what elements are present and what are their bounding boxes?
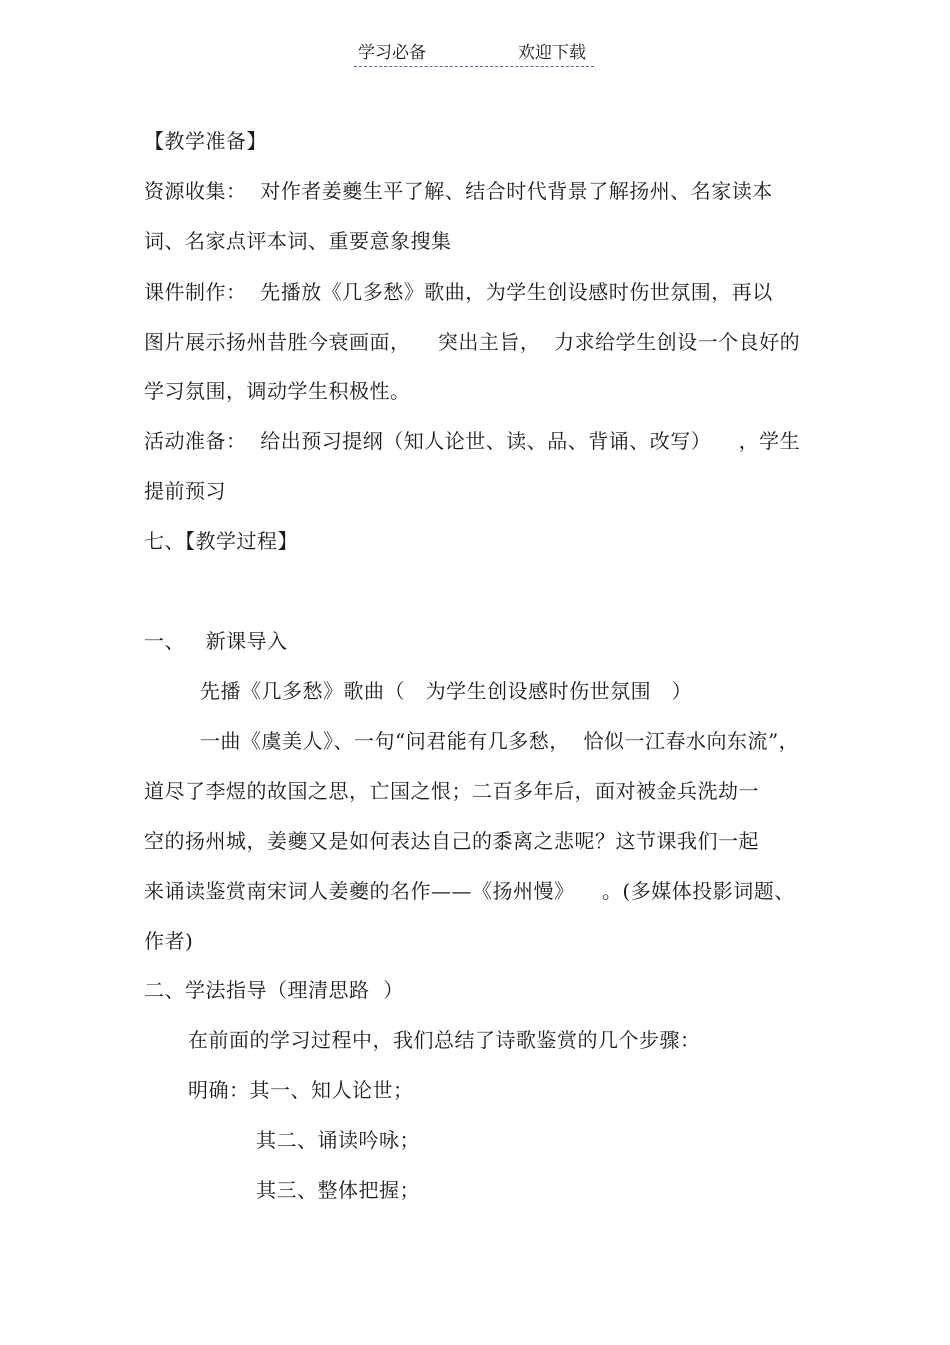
resource-collection-line-2: 词、名家点评本词、重要意象搜集 xyxy=(144,229,452,253)
activity-prep-line-1: 活动准备： 给出预习提纲（知人论世、读、品、背诵、改写） ，学生 xyxy=(144,429,801,453)
section-heading-teaching-process: 七、【教学过程】 xyxy=(144,529,298,553)
subsection-study-method: 二、学法指导（理清思路 ） xyxy=(144,978,404,1002)
activity-prep-line-2: 提前预习 xyxy=(144,479,226,503)
intro-paragraph-line-5: 作者) xyxy=(144,929,194,953)
courseware-line-1: 课件制作： 先播放《几多愁》歌曲，为学生创设感时伤世氛围，再以 xyxy=(144,280,773,304)
step-one: 明确：其一、知人论世； xyxy=(188,1078,414,1102)
intro-paragraph-line-3: 空的扬州城，姜夔又是如何表达自己的黍离之悲呢？这节课我们一起 xyxy=(144,829,759,853)
header-left-text: 学习必备 xyxy=(358,43,426,63)
section-heading-teaching-prep: 【教学准备】 xyxy=(144,129,267,153)
subsection-new-lesson-intro: 一、 新课导入 xyxy=(144,629,288,653)
step-two: 其二、诵读吟咏； xyxy=(256,1128,420,1152)
courseware-line-2: 图片展示扬州昔胜今衰画面， 突出主旨， 力求给学生创设一个良好的 xyxy=(144,330,801,354)
page-header xyxy=(354,40,594,67)
resource-collection-line-1: 资源收集： 对作者姜夔生平了解、结合时代背景了解扬州、名家读本 xyxy=(144,179,773,203)
intro-paragraph-line-4: 来诵读鉴赏南宋词人姜夔的名作——《扬州慢》 。(多媒体投影词题、 xyxy=(144,879,795,903)
step-three: 其三、整体把握； xyxy=(256,1178,420,1202)
intro-paragraph-line-2: 道尽了李煜的故国之思，亡国之恨；二百多年后，面对被金兵洗劫一 xyxy=(144,779,759,803)
intro-song-line: 先播《几多愁》歌曲（ 为学生创设感时伤世氛围 ） xyxy=(200,679,693,703)
study-method-intro: 在前面的学习过程中，我们总结了诗歌鉴赏的几个步骤： xyxy=(188,1028,701,1052)
courseware-line-3: 学习氛围，调动学生积极性。 xyxy=(144,379,411,403)
header-right-text: 欢迎下载 xyxy=(518,43,586,63)
intro-paragraph-line-1: 一曲《虞美人》、一句“问君能有几多愁， 恰似一江春水向东流”， xyxy=(200,729,800,753)
